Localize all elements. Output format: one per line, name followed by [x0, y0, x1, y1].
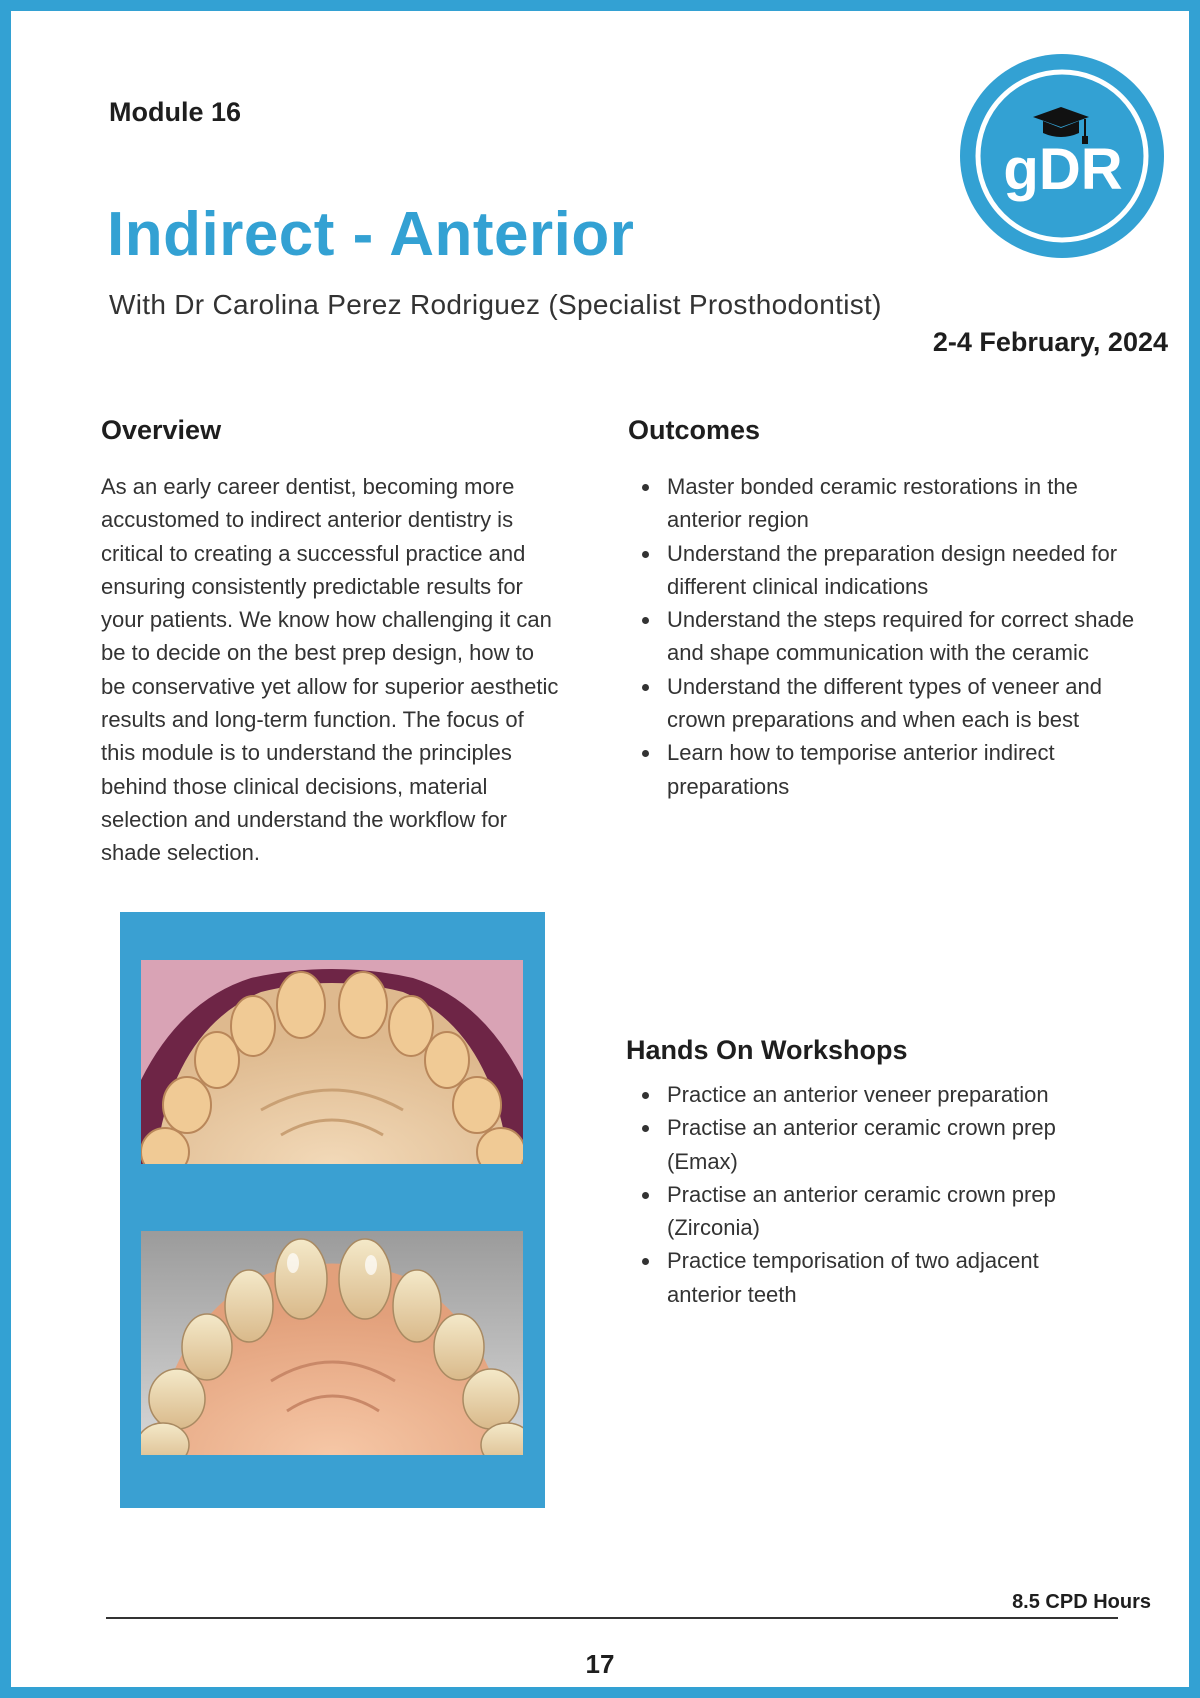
page-title: Indirect - Anterior [107, 200, 635, 269]
logo-text: gDR [1003, 137, 1123, 202]
page-number: 17 [585, 1649, 615, 1679]
cpd-hours: 8.5 CPD Hours [1012, 1591, 1151, 1613]
outcomes-list [628, 470, 1148, 803]
overview-body: As an early career dentist, becoming more accustomed to indirect anterior dentistry is critical to creating a successful practice and ensuring consistently predictable results for your patients. We know how challenging it can be to decide on the best prep design, how to be conservative yet allow for superior aesthetic results and long-term function. The focus of this module is to understand the principles behind those clinical decisions, material selection and understand the workflow for shade selection. [101, 474, 559, 866]
gdr-logo-graphic [957, 51, 1167, 261]
gdr-logo [957, 51, 1167, 261]
workshops-list [628, 1078, 1108, 1311]
list-item: Learn how to temporise anterior indirect preparations [628, 736, 1148, 803]
list-item: Understand the preparation design needed for different clinical indications [628, 537, 1148, 604]
presenter-subtitle: With Dr Carolina Perez Rodriguez (Specialist Prosthodontist) [109, 289, 882, 320]
list-item: Understand the steps required for correct shade and shape communication with the ceramic [628, 603, 1148, 670]
list-item: Understand the different types of veneer and crown preparations and when each is best [628, 670, 1148, 737]
list-item: Master bonded ceramic restorations in the anterior region [628, 470, 1148, 537]
finished-crowns-model-photo [141, 1231, 523, 1455]
list-item: Practice an anterior veneer preparation [628, 1078, 1108, 1111]
photo-panel [120, 912, 545, 1508]
outcomes-heading: Outcomes [628, 415, 761, 445]
overview-heading: Overview [101, 415, 222, 445]
list-item: Practise an anterior ceramic crown prep (Zirconia) [628, 1178, 1108, 1245]
list-item: Practise an anterior ceramic crown prep (Emax) [628, 1111, 1108, 1178]
module-label: Module 16 [109, 97, 242, 127]
course-date: 2-4 February, 2024 [932, 327, 1168, 357]
footer-divider [106, 1617, 1118, 1619]
prepared-teeth-model-photo [141, 960, 523, 1164]
list-item: Practice temporisation of two adjacent anterior teeth [628, 1244, 1108, 1311]
workshops-heading: Hands On Workshops [626, 1035, 908, 1065]
